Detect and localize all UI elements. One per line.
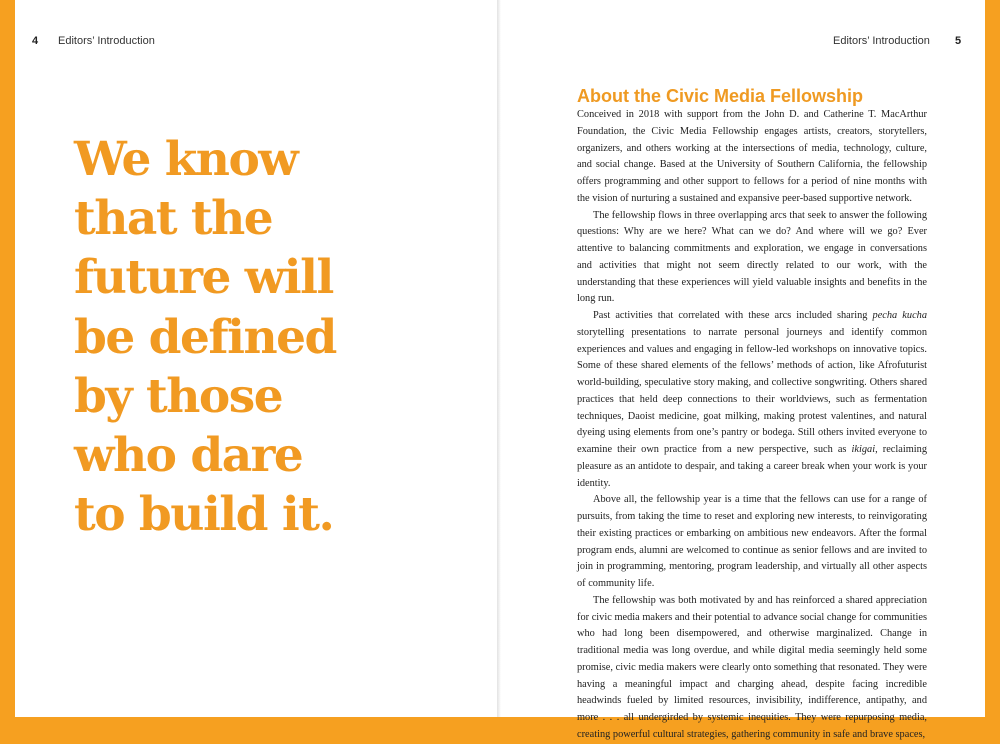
pull-quote-line: We know (74, 132, 298, 187)
pull-quote-line: by those (74, 368, 283, 424)
italic-term: pecha kucha (872, 310, 928, 321)
body-paragraph (577, 492, 927, 593)
paragraph-text: The fellowship was both motivated by and has reinforced a shared appreciation for civic media makers and their potential to advance social change for communities who had long been disempowered, and otherwise marginalized. Change in traditional media was long overdue, and while digital media seemingly held some promise, civic media makers were clearly onto something that resonated. They were having a meaningful impact and charging ahead, despite facing incredible headwinds fueled by limited resources, invisibility, indifference, antipathy, and more . . . all undergirded by systemic inequities. They were repurposing media, creating powerful cultural strategies, gathering community in safe and brave spaces, (577, 594, 927, 740)
pull-quote-line: who dare (74, 428, 303, 484)
running-header-left: Editors’ Introduction (58, 35, 155, 47)
body-text (577, 107, 927, 744)
paragraph-text: Conceived in 2018 with support from the John D. and Catherine T. MacArthur Foundation, the Civic Media Fellowship engages artists, creators, storytellers, organizers, and others working at the intersections of media, technology, culture, and social change. Based at the University of Southern California, the fellowship offers programming and other support to fellows for a period of nine months with the vision of nurturing a sustained and expansive peer-based supportive network. (577, 109, 927, 204)
pull-quote-line: future will (74, 250, 333, 306)
pull-quote-line: be defined (74, 309, 336, 365)
page-number-right: 5 (955, 35, 962, 47)
page-number-left: 4 (32, 35, 39, 47)
body-paragraph (577, 208, 927, 309)
paragraph-text: Past activities that correlated with these arcs included sharing (593, 310, 873, 321)
pull-quote-line: that the (74, 191, 273, 247)
right-page (501, 0, 985, 740)
running-header-right: Editors’ Introduction (833, 35, 930, 47)
section-title: About the Civic Media Fellowship (577, 86, 864, 106)
body-paragraph (577, 593, 927, 744)
body-paragraph (577, 308, 927, 492)
pull-quote (74, 130, 494, 544)
paragraph-text: , reclaiming pleasure as an antidote to despair, and taking a career break when your work is your identity. (577, 444, 927, 489)
italic-term: ikigai (851, 444, 876, 455)
pull-quote-line: to build it. (74, 487, 334, 543)
body-paragraph (577, 107, 927, 208)
paragraph-text: storytelling presentations to narrate personal journeys and identify common experiences and values and engaging in fellow-led workshops on innovative topics. Some of these shared elements of the fellows’ methods of action, like Afrofuturist world-building, speculative story making, and collective songwriting. Others shared practices that held deep connections to their worldviews, such as fermentation techniques, Daoist medicine, goat milking, making protest valentines, and natural dyeing using elements from one’s pantry or bodega. Still others invited everyone to examine their own practice from a new perspective, such as (577, 326, 927, 455)
paragraph-text: Above all, the fellowship year is a time that the fellows can use for a range of pursuits, from taking the time to reset and exploring new interests, to reinvigorating their existing practices or embarking on ambitious new endeavors. After the formal program ends, alumni are welcomed to continue as senior fellows and are invited to join in programming, mentoring, program leadership, and virtually all other aspects of community life. (577, 494, 927, 589)
left-page (15, 0, 497, 717)
paragraph-text: The fellowship flows in three overlapping arcs that seek to answer the following questions: Why are we here? What can we do? And where will we go? Ever attentive to balancing commitments and exploration, we engage in conversations and activities that might not seem directly related to our work, with the understanding that these experiences will yield valuable insights and benefits in the long run. (577, 209, 927, 305)
